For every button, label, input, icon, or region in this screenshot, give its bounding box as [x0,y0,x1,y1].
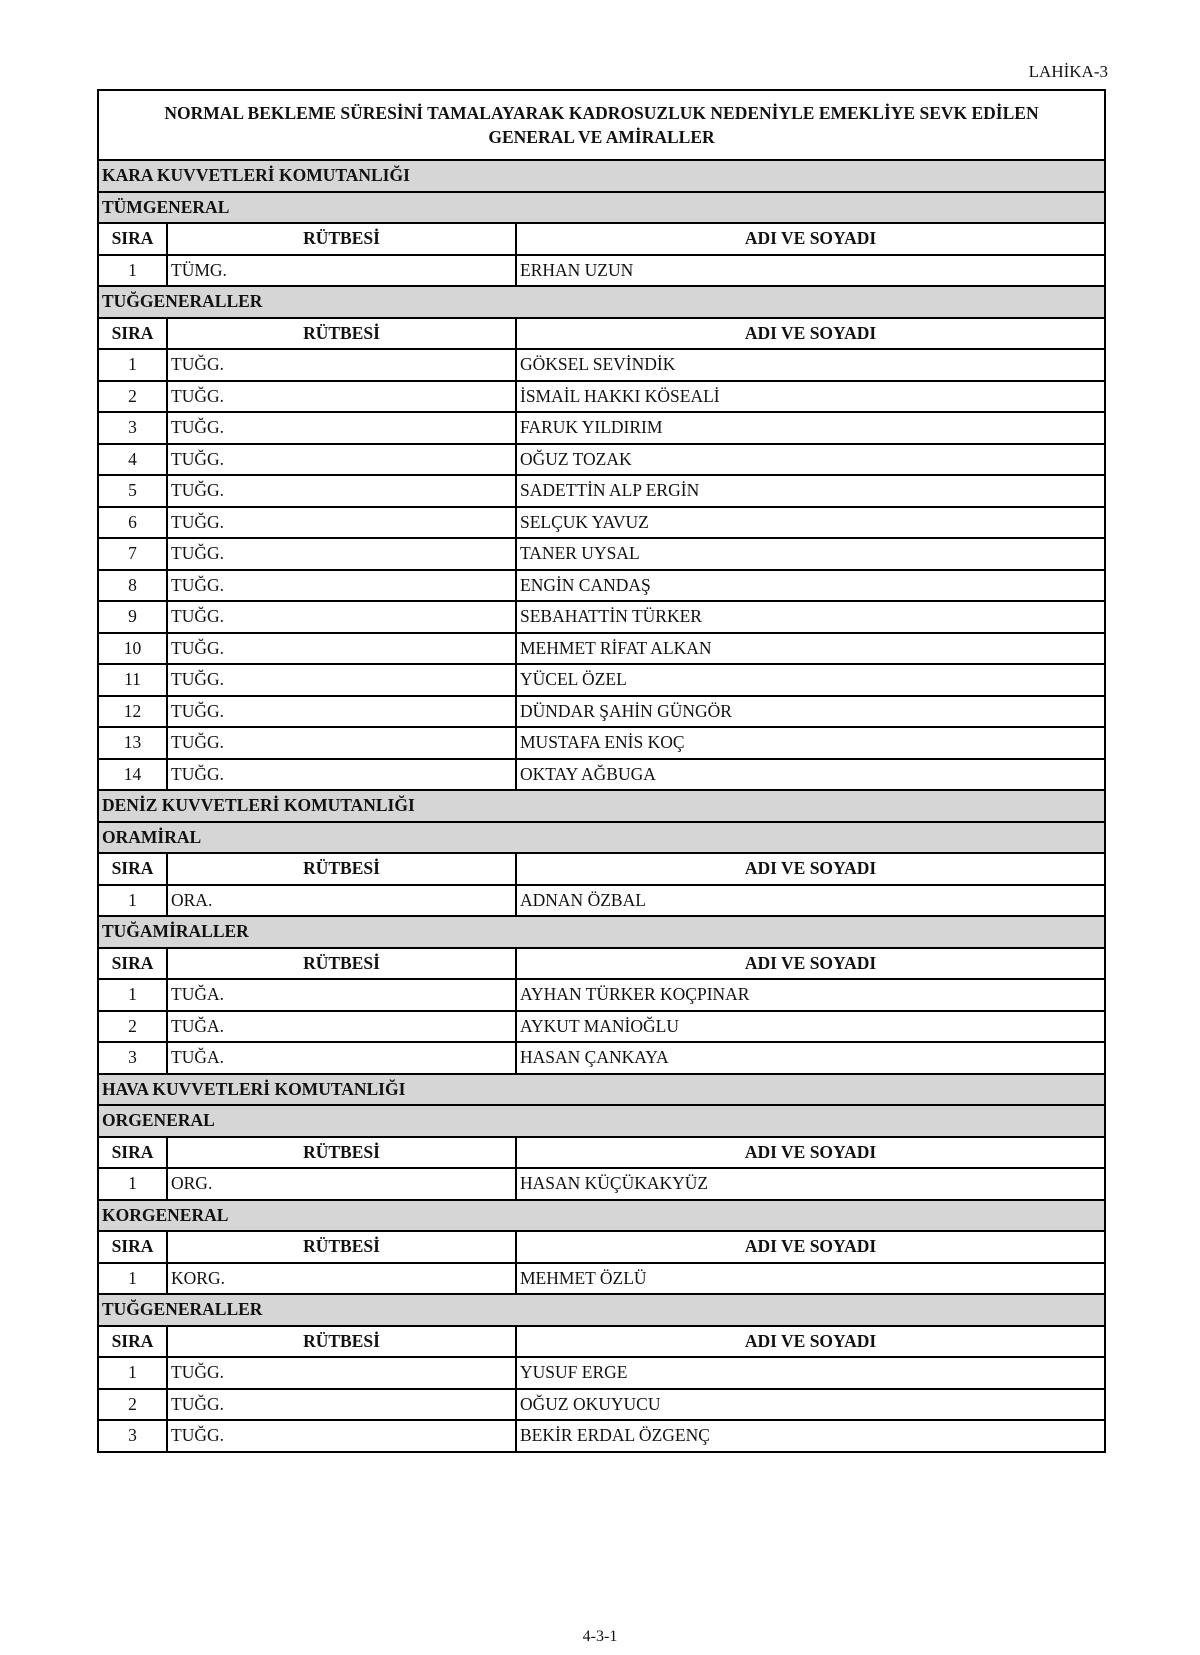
row-full-name: AYKUT MANİOĞLU [516,1011,1105,1043]
rank-group-row [98,1294,1105,1326]
row-full-name: HASAN ÇANKAYA [516,1042,1105,1074]
table-row [98,979,1105,1011]
column-header-row [98,1326,1105,1358]
header-adi-soyadi: ADI VE SOYADI [516,948,1105,980]
row-full-name: TANER UYSAL [516,538,1105,570]
table-row [98,255,1105,287]
row-number: 4 [98,444,167,476]
header-sira: SIRA [98,1326,167,1358]
row-full-name: İSMAİL HAKKI KÖSEALİ [516,381,1105,413]
table-row [98,381,1105,413]
table-row [98,570,1105,602]
column-header-row [98,853,1105,885]
row-full-name: GÖKSEL SEVİNDİK [516,349,1105,381]
row-number: 5 [98,475,167,507]
table-row [98,1357,1105,1389]
row-full-name: ENGİN CANDAŞ [516,570,1105,602]
table-row [98,633,1105,665]
title-line-1: NORMAL BEKLEME SÜRESİNİ TAMALAYARAK KADROSUZLUK NEDENİYLE EMEKLİYE SEVK EDİLEN [164,103,1039,123]
column-header-row [98,1231,1105,1263]
rank-group-title: TUĞAMİRALLER [98,916,1105,948]
header-rutbesi: RÜTBESİ [167,1231,516,1263]
table-row [98,885,1105,917]
title-row [98,90,1105,160]
rank-group-title: ORGENERAL [98,1105,1105,1137]
table-row [98,412,1105,444]
row-rank: TUĞG. [167,412,516,444]
document-title [98,90,1105,160]
row-full-name: ERHAN UZUN [516,255,1105,287]
row-rank: TUĞG. [167,759,516,791]
table-row [98,1011,1105,1043]
row-rank: TUĞG. [167,570,516,602]
row-number: 11 [98,664,167,696]
table-row [98,1042,1105,1074]
rank-group-row [98,1105,1105,1137]
branch-name: DENİZ KUVVETLERİ KOMUTANLIĞI [98,790,1105,822]
row-full-name: MUSTAFA ENİS KOÇ [516,727,1105,759]
table-row [98,1389,1105,1421]
header-sira: SIRA [98,1137,167,1169]
header-adi-soyadi: ADI VE SOYADI [516,1326,1105,1358]
row-rank: TUĞG. [167,444,516,476]
header-adi-soyadi: ADI VE SOYADI [516,223,1105,255]
rank-group-row [98,192,1105,224]
row-number: 2 [98,1389,167,1421]
row-number: 6 [98,507,167,539]
branch-row [98,160,1105,192]
row-full-name: SADETTİN ALP ERGİN [516,475,1105,507]
title-line-2: GENERAL VE AMİRALLER [488,127,715,147]
table-body [98,90,1105,1452]
row-full-name: ADNAN ÖZBAL [516,885,1105,917]
row-rank: TUĞG. [167,727,516,759]
row-rank: TUĞG. [167,633,516,665]
branch-name: KARA KUVVETLERİ KOMUTANLIĞI [98,160,1105,192]
header-rutbesi: RÜTBESİ [167,853,516,885]
row-full-name: YUSUF ERGE [516,1357,1105,1389]
header-rutbesi: RÜTBESİ [167,1137,516,1169]
column-header-row [98,948,1105,980]
table-row [98,759,1105,791]
row-rank: TUĞG. [167,1389,516,1421]
row-rank: TUĞA. [167,1042,516,1074]
row-full-name: SEBAHATTİN TÜRKER [516,601,1105,633]
row-number: 8 [98,570,167,602]
row-rank: TUĞG. [167,664,516,696]
rank-group-title: TÜMGENERAL [98,192,1105,224]
row-rank: TUĞA. [167,1011,516,1043]
row-number: 2 [98,381,167,413]
table-row [98,1420,1105,1452]
header-rutbesi: RÜTBESİ [167,223,516,255]
row-rank: TUĞA. [167,979,516,1011]
rank-group-title: ORAMİRAL [98,822,1105,854]
row-rank: TUĞG. [167,1420,516,1452]
row-full-name: AYHAN TÜRKER KOÇPINAR [516,979,1105,1011]
page-number: 4-3-1 [582,1628,618,1645]
row-full-name: OKTAY AĞBUGA [516,759,1105,791]
table-row [98,444,1105,476]
header-rutbesi: RÜTBESİ [167,318,516,350]
rank-group-title: TUĞGENERALLER [98,286,1105,318]
retirement-list-table [97,89,1106,1453]
row-rank: ORA. [167,885,516,917]
row-number: 1 [98,1357,167,1389]
row-rank: TÜMG. [167,255,516,287]
row-rank: TUĞG. [167,475,516,507]
row-number: 1 [98,885,167,917]
table-row [98,601,1105,633]
table-row [98,475,1105,507]
header-adi-soyadi: ADI VE SOYADI [516,318,1105,350]
rank-group-row [98,286,1105,318]
row-full-name: OĞUZ OKUYUCU [516,1389,1105,1421]
row-number: 13 [98,727,167,759]
row-full-name: MEHMET ÖZLÜ [516,1263,1105,1295]
table-row [98,696,1105,728]
row-number: 1 [98,979,167,1011]
row-rank: TUĞG. [167,601,516,633]
row-rank: TUĞG. [167,507,516,539]
branch-name: HAVA KUVVETLERİ KOMUTANLIĞI [98,1074,1105,1106]
row-rank: ORG. [167,1168,516,1200]
rank-group-row [98,822,1105,854]
column-header-row [98,223,1105,255]
table-row [98,664,1105,696]
row-number: 1 [98,255,167,287]
header-sira: SIRA [98,853,167,885]
row-number: 9 [98,601,167,633]
row-full-name: MEHMET RİFAT ALKAN [516,633,1105,665]
table-row [98,1263,1105,1295]
rank-group-title: TUĞGENERALLER [98,1294,1105,1326]
row-rank: TUĞG. [167,349,516,381]
row-rank: TUĞG. [167,381,516,413]
header-rutbesi: RÜTBESİ [167,1326,516,1358]
row-rank: TUĞG. [167,538,516,570]
row-number: 2 [98,1011,167,1043]
annex-label: LAHİKA-3 [1028,62,1108,81]
column-header-row [98,1137,1105,1169]
branch-row [98,1074,1105,1106]
rank-group-title: KORGENERAL [98,1200,1105,1232]
row-number: 3 [98,1042,167,1074]
row-number: 7 [98,538,167,570]
row-number: 12 [98,696,167,728]
table-row [98,538,1105,570]
header-sira: SIRA [98,948,167,980]
header-sira: SIRA [98,1231,167,1263]
row-full-name: DÜNDAR ŞAHİN GÜNGÖR [516,696,1105,728]
header-sira: SIRA [98,318,167,350]
row-number: 14 [98,759,167,791]
row-rank: TUĞG. [167,1357,516,1389]
row-number: 3 [98,412,167,444]
row-number: 10 [98,633,167,665]
row-rank: TUĞG. [167,696,516,728]
table-row [98,507,1105,539]
row-full-name: FARUK YILDIRIM [516,412,1105,444]
header-adi-soyadi: ADI VE SOYADI [516,1231,1105,1263]
header-rutbesi: RÜTBESİ [167,948,516,980]
header-adi-soyadi: ADI VE SOYADI [516,853,1105,885]
row-number: 1 [98,1168,167,1200]
row-full-name: OĞUZ TOZAK [516,444,1105,476]
row-full-name: BEKİR ERDAL ÖZGENÇ [516,1420,1105,1452]
rank-group-row [98,1200,1105,1232]
table-row [98,1168,1105,1200]
row-number: 3 [98,1420,167,1452]
row-full-name: SELÇUK YAVUZ [516,507,1105,539]
row-full-name: HASAN KÜÇÜKAKYÜZ [516,1168,1105,1200]
branch-row [98,790,1105,822]
header-adi-soyadi: ADI VE SOYADI [516,1137,1105,1169]
row-number: 1 [98,349,167,381]
table-row [98,349,1105,381]
row-rank: KORG. [167,1263,516,1295]
row-full-name: YÜCEL ÖZEL [516,664,1105,696]
table-row [98,727,1105,759]
column-header-row [98,318,1105,350]
row-number: 1 [98,1263,167,1295]
header-sira: SIRA [98,223,167,255]
rank-group-row [98,916,1105,948]
